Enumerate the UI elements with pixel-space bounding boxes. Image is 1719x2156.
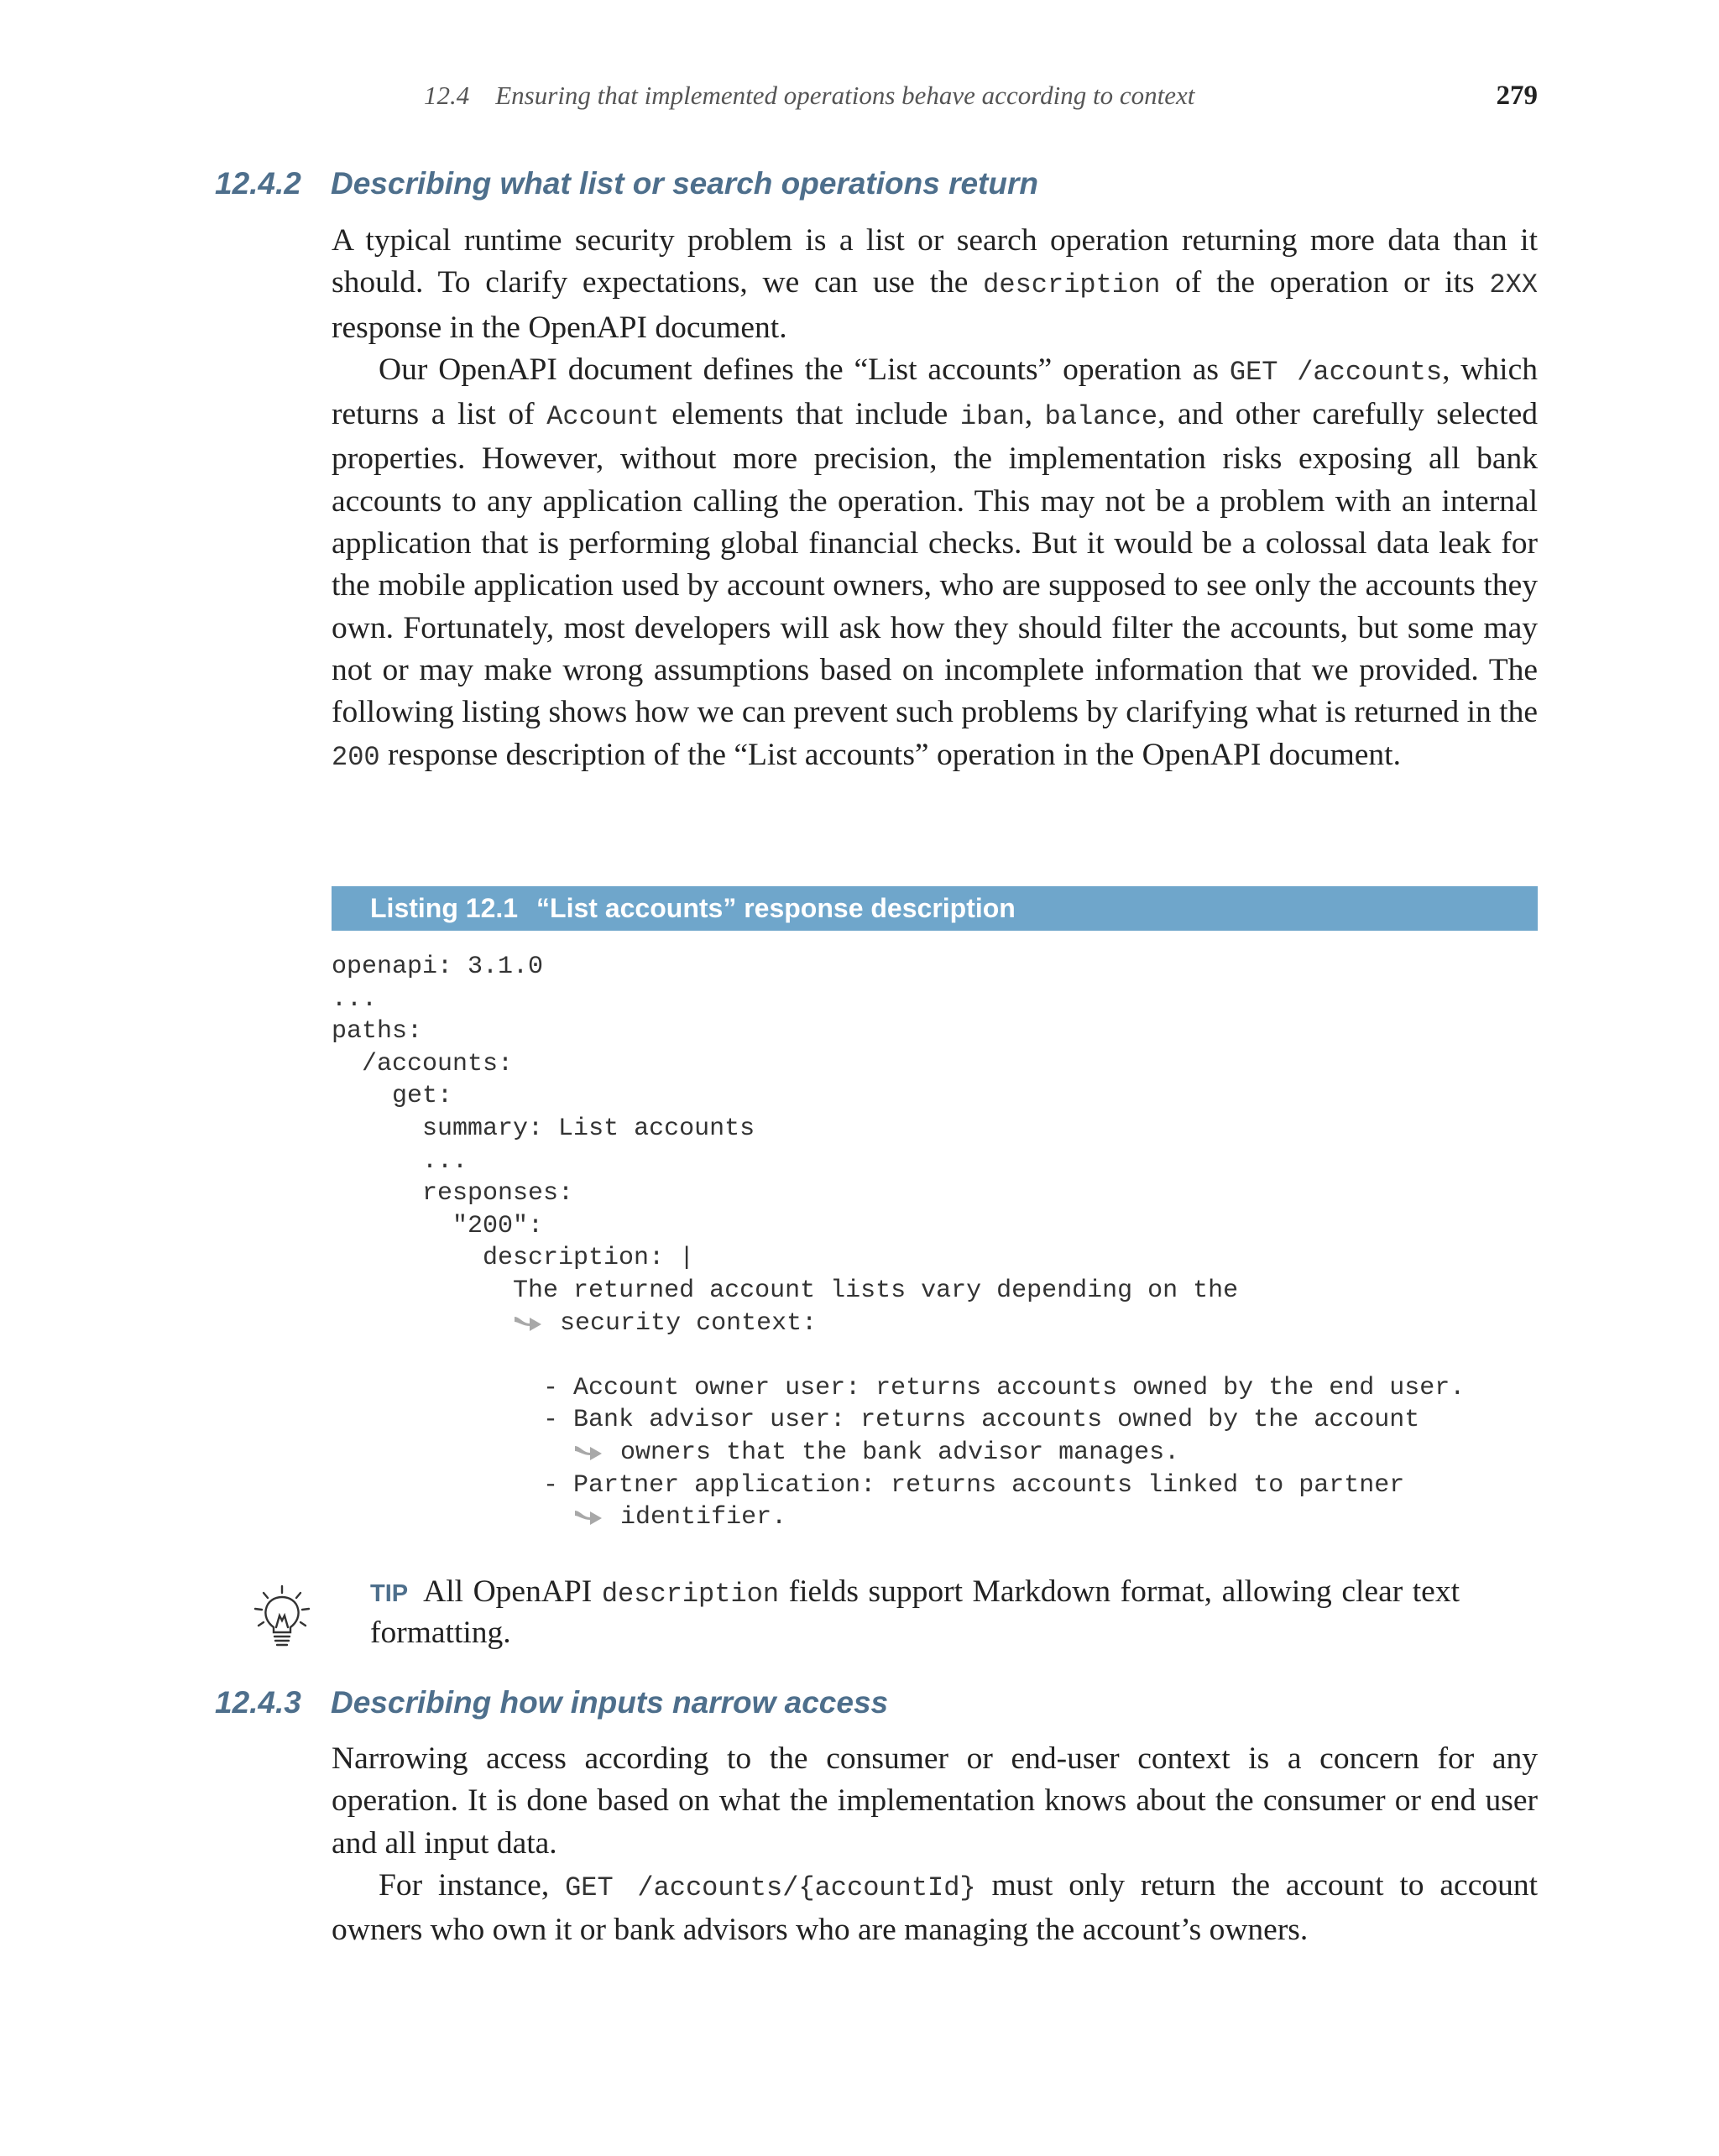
code-indent (332, 1212, 452, 1240)
code-text: paths: (332, 1017, 423, 1047)
code-indent (332, 1503, 573, 1532)
text-run: response in the OpenAPI document. (332, 310, 787, 345)
inline-code: GET /accounts/{accountId} (565, 1871, 976, 1903)
section-title: Describing what list or search operations return (331, 166, 1038, 201)
section-number: 12.4.3 (215, 1685, 301, 1720)
inline-code: GET /accounts (1229, 356, 1443, 388)
code-text: get: (392, 1082, 453, 1111)
code-line (332, 1275, 1538, 1308)
listing-number: Listing 12.1 (370, 893, 519, 923)
code-indent (332, 1438, 573, 1467)
text-run: fields support Markdown format, allowing clear text formatting. (370, 1574, 1460, 1650)
code-text: - Bank advisor user: returns accounts owned by the account (543, 1406, 1420, 1435)
code-line (332, 1470, 1538, 1502)
code-indent (332, 1082, 392, 1110)
code-text: ... (422, 1146, 468, 1176)
code-line (332, 1015, 1538, 1048)
code-line (332, 1113, 1538, 1146)
listing-title: “List accounts” response description (536, 893, 1016, 923)
text-run: A typical runtime security problem is a list or search operation returning more data than it should. To clarify expectations, we can use the (332, 223, 1538, 300)
code-text: - Account owner user: returns accounts owned by the end user. (543, 1373, 1466, 1402)
listing-caption-bar (332, 886, 1538, 931)
section-number: 12.4.2 (215, 166, 301, 201)
text-run: response description of the “List accounts” operation in the OpenAPI document. (379, 737, 1401, 772)
inline-code: description (983, 269, 1161, 301)
inline-code: 2XX (1489, 269, 1538, 301)
code-text: owners that the bank advisor manages. (620, 1438, 1180, 1467)
code-text: openapi: 3.1.0 (332, 953, 544, 981)
code-text: security context: (560, 1308, 818, 1338)
code-indent (332, 1050, 362, 1078)
code-text: identifier. (620, 1503, 787, 1532)
code-listing (332, 951, 1538, 1534)
code-line (332, 1372, 1538, 1405)
paragraph (332, 1865, 1538, 1952)
code-indent (332, 1147, 422, 1176)
section2-body (332, 1738, 1538, 1951)
code-indent (332, 1471, 543, 1500)
code-line (332, 1437, 1538, 1470)
inline-code: iban (959, 401, 1025, 433)
tip-box (370, 1573, 1460, 1652)
inline-code: 200 (332, 741, 380, 773)
line-continuation-arrow-icon (573, 1443, 603, 1461)
text-run: , (1024, 397, 1045, 432)
code-indent (332, 1179, 422, 1208)
code-text: The returned account lists vary depending on the (513, 1276, 1239, 1305)
code-indent (332, 1244, 483, 1272)
paragraph (332, 349, 1538, 779)
code-line (332, 1080, 1538, 1113)
text-run: elements that include (659, 397, 960, 432)
section1-body (332, 220, 1538, 779)
code-line (332, 1210, 1538, 1243)
paragraph (332, 220, 1538, 349)
text-run: For instance, (379, 1867, 566, 1903)
section-heading-12-4-2 (215, 166, 1038, 201)
line-continuation-arrow-icon (573, 1507, 603, 1526)
text-run: All OpenAPI (423, 1574, 602, 1609)
section-heading-12-4-3 (215, 1685, 888, 1720)
paragraph: Narrowing access according to the consumer or end-user context is a concern for any operation. It is done based on what the implementation knows about the consumer or end user and all input data. (332, 1741, 1538, 1861)
code-text: ... (332, 984, 378, 1014)
lightbulb-icon (252, 1584, 312, 1651)
code-text: responses: (422, 1179, 574, 1209)
running-head: 12.4 Ensuring that implemented operations behave according to context (424, 81, 1195, 110)
inline-code: Account (546, 401, 660, 433)
code-line (332, 1177, 1538, 1210)
line-continuation-arrow-icon (513, 1313, 543, 1332)
code-indent (332, 1115, 422, 1143)
code-line (332, 984, 1538, 1016)
code-line (332, 1404, 1538, 1437)
code-indent (332, 1276, 513, 1305)
code-line (332, 1242, 1538, 1275)
code-line (332, 951, 1538, 984)
text-run: Our OpenAPI document defines the “List accounts” operation as (379, 352, 1230, 387)
tip-label: TIP (370, 1580, 409, 1607)
code-indent (332, 1374, 543, 1402)
code-text: description: | (483, 1244, 695, 1273)
text-run: must only return the account to account owners who own it or bank advisors who are managing the account’s owners. (332, 1867, 1539, 1948)
code-line (332, 1146, 1538, 1178)
code-line (332, 1501, 1538, 1534)
inline-code: description (601, 1579, 780, 1610)
section-title: Describing how inputs narrow access (331, 1685, 889, 1720)
code-text: summary: List accounts (422, 1114, 755, 1143)
text-run: of the operation or its (1160, 265, 1490, 300)
code-text: - Partner application: returns accounts linked to partner (543, 1470, 1405, 1500)
text-run: , which returns a list of (332, 352, 1538, 432)
code-line (332, 1308, 1538, 1340)
code-line (332, 1339, 1538, 1372)
code-indent (332, 1406, 543, 1434)
code-text: "200": (452, 1211, 544, 1240)
text-run: , and other carefully selected properties. However, without more precision, the implementation risks exposing all bank accounts to any application calling the operation. This may not be a problem with an internal application that is performing global financial checks. But it would be a colossal data leak for the mobile application used by account owners, who are supposed to see only the accounts they own. Fortunately, most developers will ask how they should filter the accounts, but some may not or may make wrong assumptions based on incomplete information that we provided. The following listing shows how we can prevent such problems by clarifying what is returned in the (332, 397, 1539, 730)
inline-code: balance (1044, 401, 1158, 433)
code-line (332, 1048, 1538, 1081)
code-text: /accounts: (362, 1049, 514, 1078)
code-indent (332, 1309, 513, 1338)
page-number: 279 (1496, 81, 1538, 111)
